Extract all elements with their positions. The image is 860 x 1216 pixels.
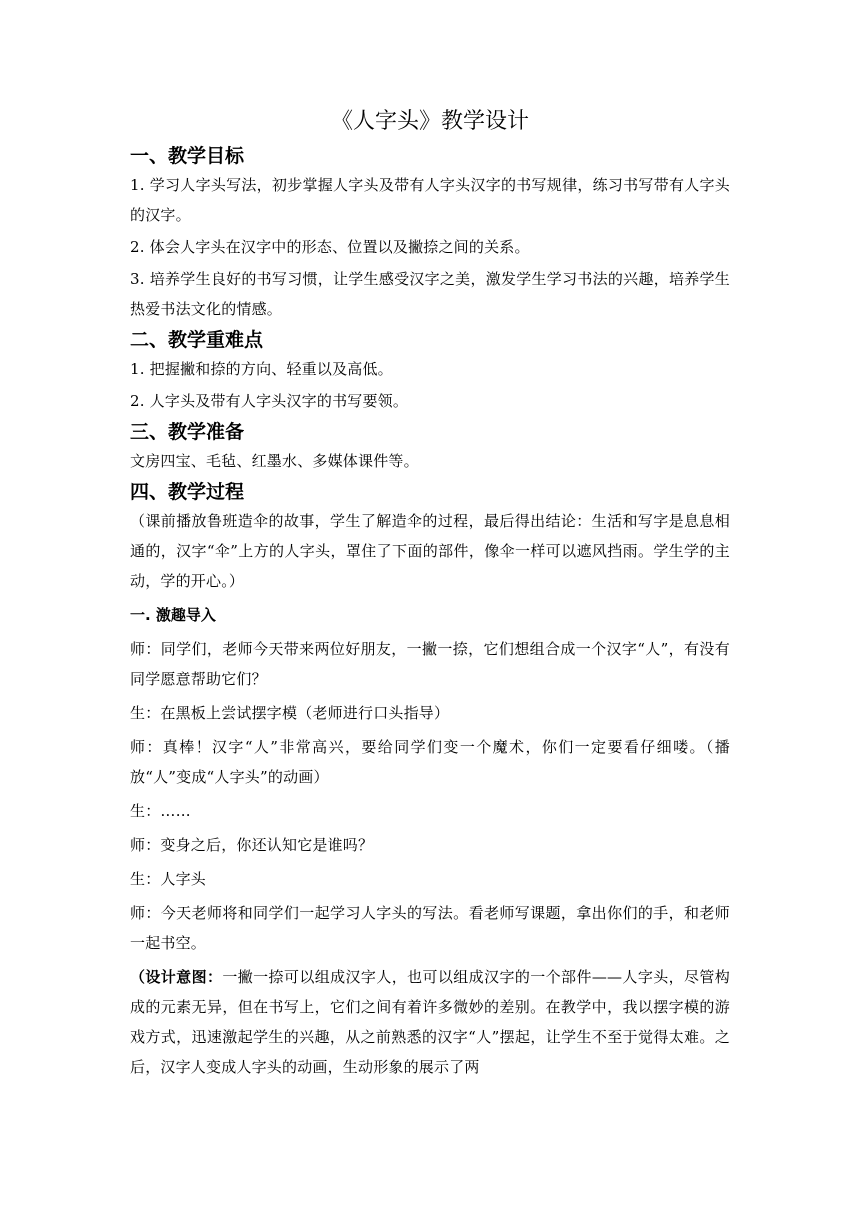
section-heading-key-points: 二、教学重难点 [130,329,264,351]
section-heading-process: 四、教学过程 [130,481,245,503]
objective-item: 2. 体会人字头在汉字中的形态、位置以及撇捺之间的关系。 [130,238,530,256]
key-point-item: 1. 把握撇和捺的方向、轻重以及高低。 [130,360,393,378]
dialogue-line: 师：今天老师将和同学们一起学习人字头的写法。看老师写课题，拿出你们的手，和老师一起书空。 [130,904,730,952]
design-intent-label: （设计意图： [130,968,223,986]
dialogue-line: 生：…… [130,802,191,820]
process-intro: （课前播放鲁班造伞的故事，学生了解造伞的过程，最后得出结论：生活和写字是息息相通的，汉字“伞”上方的人字头，罩住了下面的部件，像伞一样可以遮风挡雨。学生学的主动，学的开心。） [130,512,730,590]
document-page [130,104,730,1082]
dialogue-line: 师：同学们，老师今天带来两位好朋友，一撇一捺，它们想组合成一个汉字“人”，有没有同学愿意帮助它们？ [130,640,730,688]
section-heading-objectives: 一、教学目标 [130,145,245,167]
dialogue-line: 生：在黑板上尝试摆字模（老师进行口头指导） [130,704,450,722]
subsection-heading-intro: 一. 激趣导入 [130,606,216,624]
dialogue-line: 师：真棒！汉字“人”非常高兴，要给同学们变一个魔术，你们一定要看仔细喽。（播放“人”变成“人字头”的动画） [130,738,730,786]
objective-item: 3. 培养学生良好的书写习惯，让学生感受汉字之美，激发学生学习书法的兴趣，培养学生热爱书法文化的情感。 [130,270,730,318]
design-intent-paragraph [130,962,730,1082]
design-intent-text: 一撇一捺可以组成汉字人，也可以组成汉字的一个部件——人字头，尽管构成的元素无异，但在书写上，它们之间有着许多微妙的差别。在教学中，我以摆字模的游戏方式，迅速激起学生的兴趣，从之前熟悉的汉字“人”摆起，让学生不至于觉得太难。之后，汉字人变成人字头的动画，生动形象的展示了两 [130,968,731,1076]
section-heading-preparation: 三、教学准备 [130,421,245,443]
key-point-item: 2. 人字头及带有人字头汉字的书写要领。 [130,392,409,410]
dialogue-line: 生：人字头 [130,870,207,888]
preparation-text: 文房四宝、毛毡、红墨水、多媒体课件等。 [130,452,419,470]
document-title: 《人字头》教学设计 [330,109,529,134]
dialogue-line: 师：变身之后，你还认知它是谁吗？ [130,836,374,854]
objective-item: 1. 学习人字头写法，初步掌握人字头及带有人字头汉字的书写规律，练习书写带有人字头的汉字。 [130,176,730,224]
